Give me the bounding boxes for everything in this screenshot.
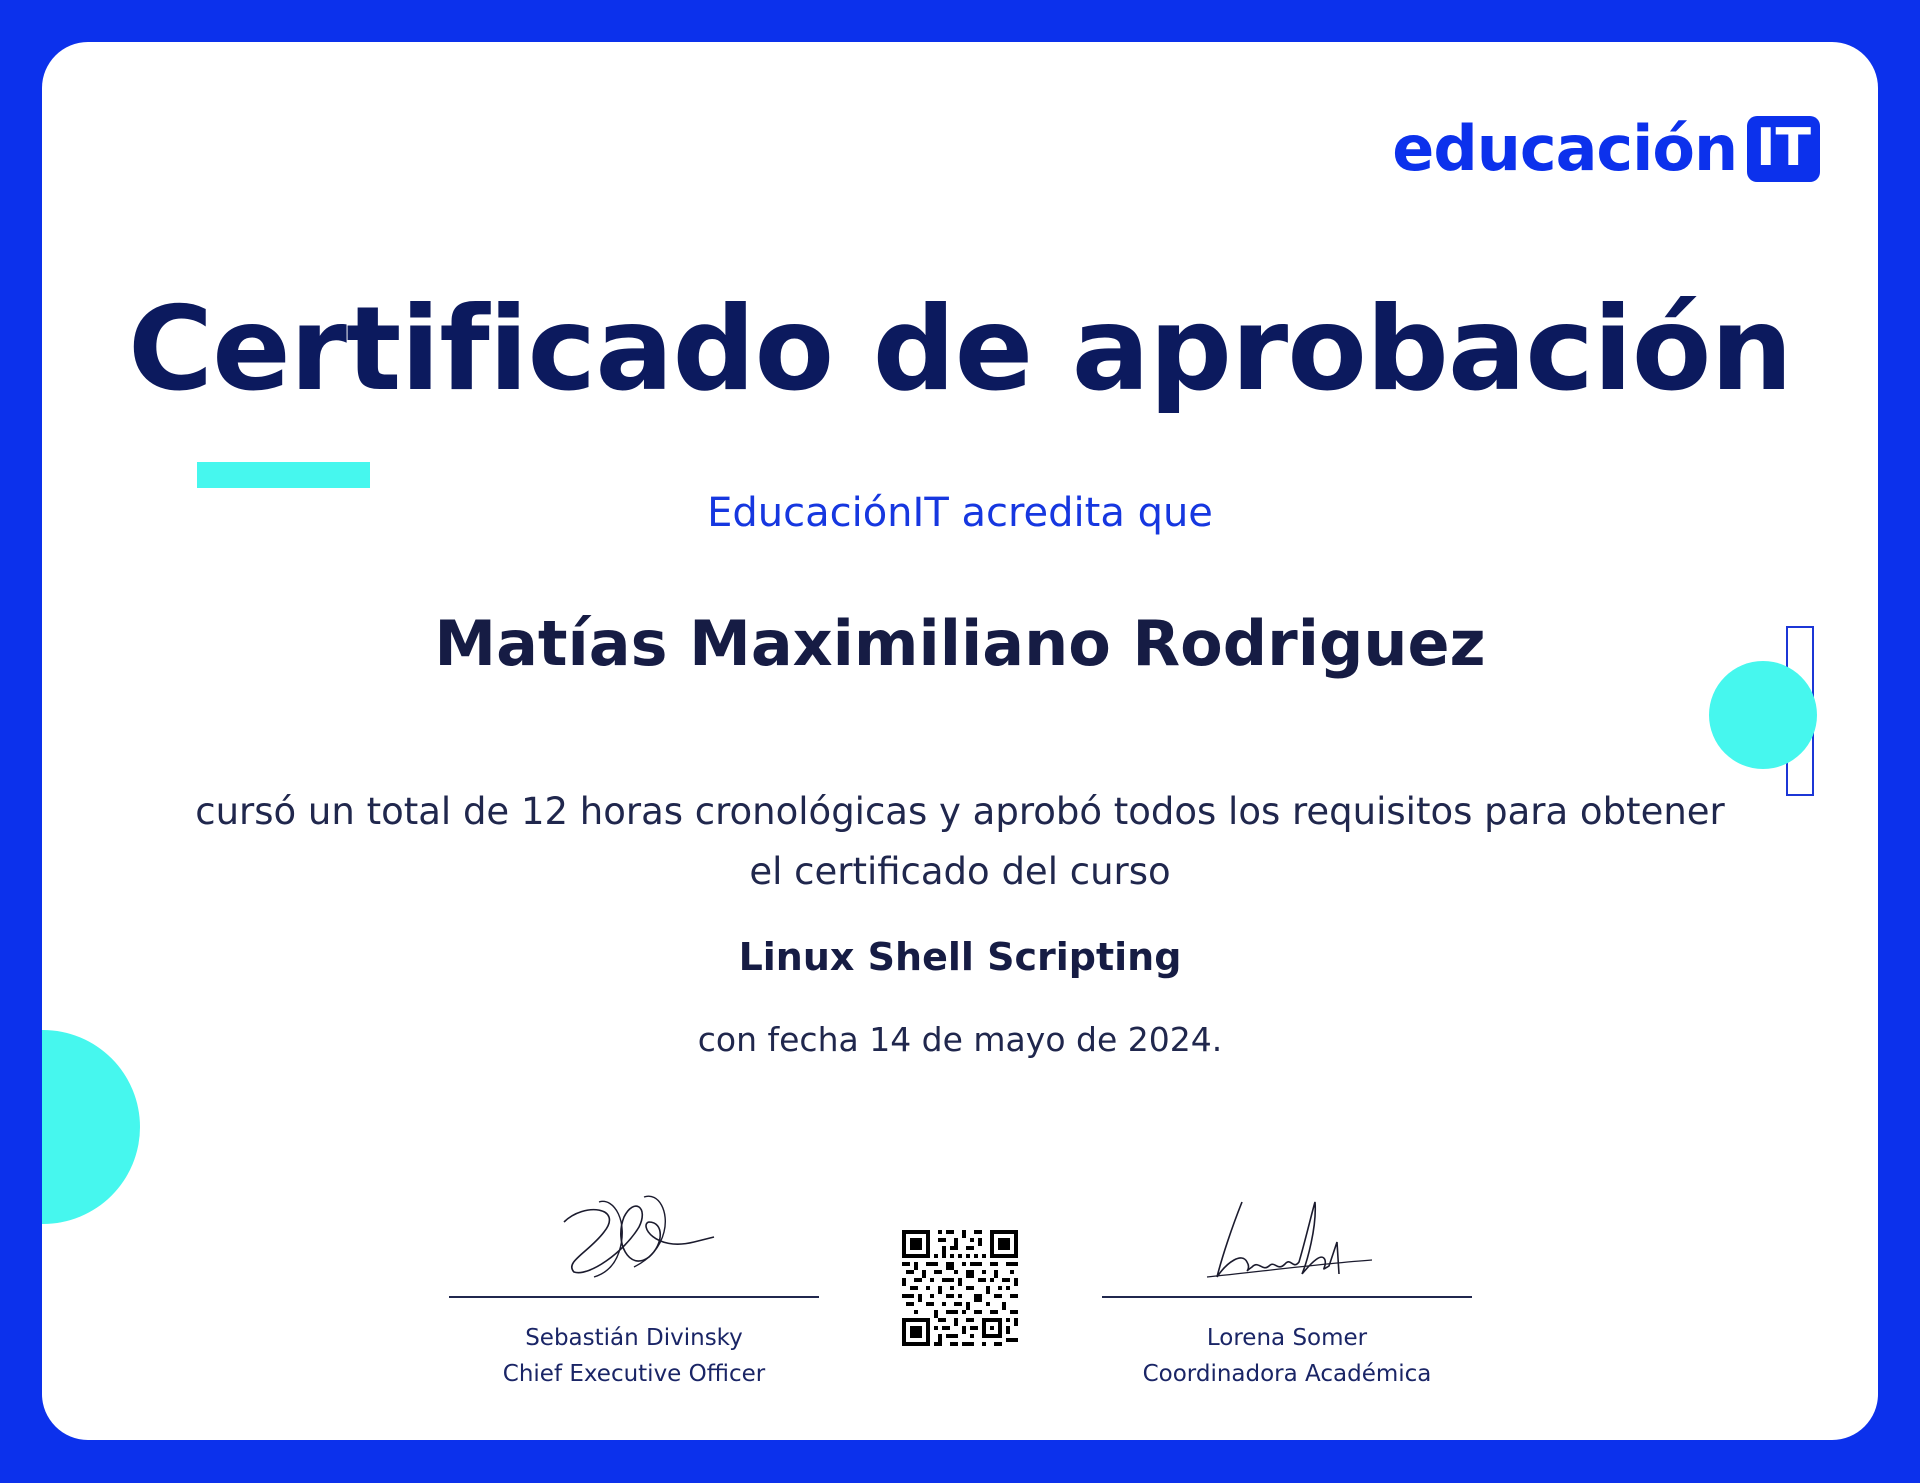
accent-bar	[197, 462, 370, 488]
completion-statement: cursó un total de 12 horas cronológicas y aprobó todos los requisitos para obtener el certificado del curso	[195, 790, 1725, 893]
signatory-role: Coordinadora Académica	[1142, 1361, 1432, 1387]
qr-code[interactable]	[902, 1230, 1018, 1346]
signature-line	[449, 1296, 819, 1298]
certificate-title: Certificado de aprobación	[127, 282, 1793, 417]
signature-block-ceo	[449, 1182, 819, 1392]
signatory-name: Sebastián Divinsky	[525, 1325, 743, 1351]
signature-block-coordinator	[1102, 1182, 1472, 1392]
logo-it-box: IT	[1747, 116, 1820, 182]
course-name: Linux Shell Scripting	[738, 935, 1182, 979]
accreditation-line: EducaciónIT acredita que	[707, 490, 1213, 536]
certificate-card	[42, 42, 1878, 1440]
completion-date: con fecha 14 de mayo de 2024.	[697, 1020, 1223, 1059]
signature-line	[1102, 1296, 1472, 1298]
qr-code-graphic	[902, 1230, 1018, 1346]
decorative-circle-left	[42, 1030, 140, 1224]
educacionit-logo	[1392, 112, 1820, 185]
recipient-name: Matías Maximiliano Rodriguez	[434, 607, 1486, 680]
signature-somer	[1197, 1182, 1377, 1292]
signatory-role: Chief Executive Officer	[502, 1361, 766, 1387]
signatory-name: Lorena Somer	[1206, 1325, 1368, 1351]
decorative-circle-right	[1709, 661, 1817, 769]
logo-word: educación	[1392, 112, 1738, 185]
signature-divinsky	[544, 1182, 724, 1292]
